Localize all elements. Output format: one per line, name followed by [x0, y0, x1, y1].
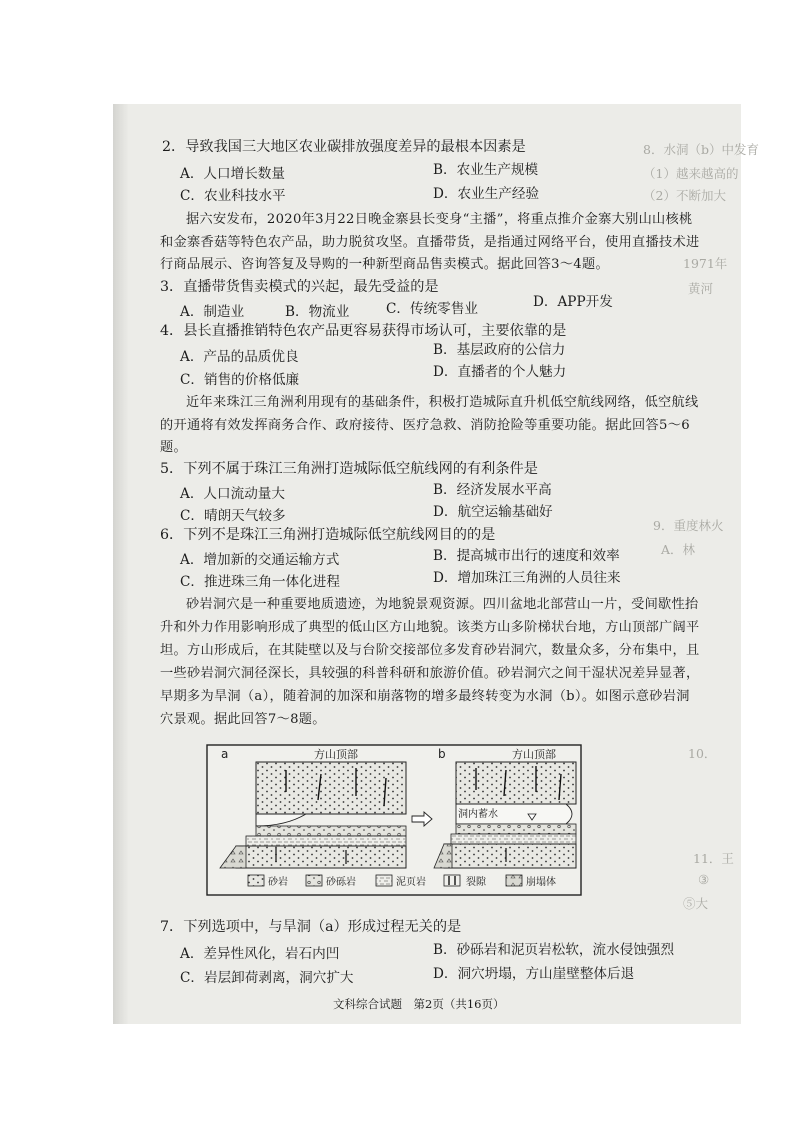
- question-5-option-d[interactable]: D．航空运输基础好: [433, 504, 553, 520]
- question-4-stem: 4．县长直播推销特色农产品更容易获得市场认可，主要依靠的是: [160, 323, 567, 339]
- bleed-text: ⑤大: [683, 896, 709, 911]
- passage-7-8-line-3: 坦。方山形成后，在其陡壁以及与台阶交接部位多发育砂岩洞穴，数量众多，分布集中，且: [160, 643, 700, 658]
- bleed-text: 11．王: [693, 851, 734, 866]
- passage-5-6-line-1: 近年来珠江三角洲利用现有的基础条件，积极打造城际直升机低空航线网络，低空航线: [186, 395, 699, 410]
- passage-7-8-line-1: 砂岩洞穴是一种重要地质遗迹，为地貌景观资源。四川盆地北部营山一片，受间歇性抬: [186, 597, 699, 612]
- bleed-text: ③: [698, 872, 710, 887]
- bleed-text: （2）不断加大: [643, 188, 726, 203]
- bleed-text: 黄河: [688, 281, 714, 296]
- bleed-text: （1）越来越高的: [643, 166, 739, 181]
- shale-a: [246, 836, 406, 846]
- sandstone-upper-b: [456, 762, 576, 804]
- passage-5-6-line-2: 的开通将有效发挥商务合作、政府接待、医疗急救、消防抢险等重要功能。据此回答5～6: [160, 418, 690, 433]
- panel-b-top-label: 方山顶部: [512, 748, 556, 761]
- exam-page: [113, 104, 759, 1024]
- question-3-option-a[interactable]: A．制造业: [180, 304, 245, 320]
- bleed-text: 10．: [688, 746, 717, 761]
- question-4-option-d[interactable]: D．直播者的个人魅力: [433, 364, 567, 380]
- question-4-option-a[interactable]: A．产品的品质优良: [180, 349, 299, 365]
- question-6-stem: 6．下列不是珠江三角洲打造城际低空航线网目的的是: [160, 527, 496, 543]
- question-7-option-a[interactable]: A．差异性风化，岩石内凹: [180, 946, 340, 962]
- question-2-option-d[interactable]: D．农业生产经验: [433, 186, 540, 202]
- question-6-option-c[interactable]: C．推进珠三角一体化进程: [180, 574, 340, 590]
- question-6-option-b[interactable]: B．提高城市出行的速度和效率: [433, 548, 620, 564]
- passage-5-6-line-3: 题。: [160, 440, 187, 455]
- passage-7-8-line-4: 一些砂岩洞穴洞径深长，具较强的科普科研和旅游价值。砂岩洞穴之间干湿状况差异显著，: [160, 666, 700, 681]
- passage-3-4-line-3: 行商品展示、咨询答复及导购的一种新型商品售卖模式。据此回答3～4题。: [160, 257, 609, 272]
- bleed-text: 9．重度林火: [653, 518, 724, 533]
- page-footer: 文科综合试题 第2页（共16页）: [333, 997, 505, 1011]
- conglomerate-b: [456, 824, 576, 834]
- question-7-option-b[interactable]: B．砂砾岩和泥页岩松软，流水侵蚀强烈: [433, 942, 675, 958]
- panel-a-label: a: [221, 747, 229, 761]
- question-3-option-c[interactable]: C．传统零售业: [386, 301, 478, 317]
- question-2-stem: 2．导致我国三大地区农业碳排放强度差异的最根本因素是: [162, 139, 526, 155]
- legend-fracture: 裂隙: [466, 877, 486, 888]
- panel-b-label: b: [438, 747, 446, 761]
- question-2-option-c[interactable]: C．农业科技水平: [180, 188, 286, 204]
- question-2-option-a[interactable]: A．人口增长数量: [180, 166, 285, 182]
- question-6-option-a[interactable]: A．增加新的交通运输方式: [180, 552, 340, 568]
- question-3-stem: 3．直播带货售卖模式的兴起，最先受益的是: [160, 279, 439, 295]
- question-5-option-c[interactable]: C．晴朗天气较多: [180, 508, 286, 524]
- page-shadow: [113, 104, 129, 1024]
- passage-7-8-line-5: 早期多为旱洞（a），随着洞的加深和崩落物的增多最终转变为水洞（b）。如图示意砂岩洞: [160, 689, 690, 704]
- question-5-option-a[interactable]: A．人口流动量大: [180, 486, 285, 502]
- bleed-text: A．林: [661, 542, 696, 557]
- legend-sandstone: 砂岩: [268, 877, 288, 888]
- question-7-stem: 7．下列选项中，与旱洞（a）形成过程无关的是: [160, 919, 462, 935]
- passage-7-8-line-6: 穴景观。据此回答7～8题。: [160, 712, 326, 727]
- legend-collapse: 崩塌体: [526, 877, 556, 888]
- question-2-option-b[interactable]: B．农业生产规模: [433, 162, 539, 178]
- sandstone-lower-a: [236, 846, 406, 868]
- water-label: 洞内蓄水: [458, 809, 498, 820]
- question-5-option-b[interactable]: B．经济发展水平高: [433, 482, 552, 498]
- bleed-text: 1971年: [683, 256, 728, 271]
- sandstone-lower-b: [444, 844, 576, 868]
- panel-a-top-label: 方山顶部: [314, 748, 358, 761]
- question-5-stem: 5．下列不属于珠江三角洲打造城际低空航线网的有利条件是: [160, 461, 538, 477]
- sandstone-cave-figure: [206, 744, 582, 896]
- legend-conglomerate: 砂砾岩: [326, 877, 356, 888]
- bleed-text: 8．水洞（b）中发育: [643, 142, 759, 157]
- question-6-option-d[interactable]: D．增加珠江三角洲的人员往来: [433, 570, 621, 586]
- sandstone-upper-a: [256, 762, 406, 814]
- passage-3-4-line-2: 和金寨香菇等特色农产品，助力脱贫攻坚。直播带货，是指通过网络平台，使用直播技术进: [160, 235, 700, 250]
- question-3-option-d[interactable]: D．APP开发: [533, 294, 613, 310]
- passage-7-8-line-2: 升和外力作用影响形成了典型的低山区方山地貌。该类方山多阶梯状台地，方山顶部广阔平: [160, 620, 700, 635]
- conglomerate-a: [256, 826, 406, 836]
- shale-b: [451, 834, 576, 844]
- question-3-option-b[interactable]: B．物流业: [285, 304, 350, 320]
- question-4-option-c[interactable]: C．销售的价格低廉: [180, 372, 300, 388]
- passage-3-4-line-1: 据六安发布，2020年3月22日晚金寨县长变身“主播”，将重点推介金寨大别山山核桃: [186, 212, 693, 227]
- question-4-option-b[interactable]: B．基层政府的公信力: [433, 342, 566, 358]
- legend-shale: 泥页岩: [396, 877, 426, 888]
- question-7-option-c[interactable]: C．岩层卸荷剥离，洞穴扩大: [180, 970, 354, 986]
- question-7-option-d[interactable]: D．洞穴坍塌，方山崖壁整体后退: [433, 966, 635, 982]
